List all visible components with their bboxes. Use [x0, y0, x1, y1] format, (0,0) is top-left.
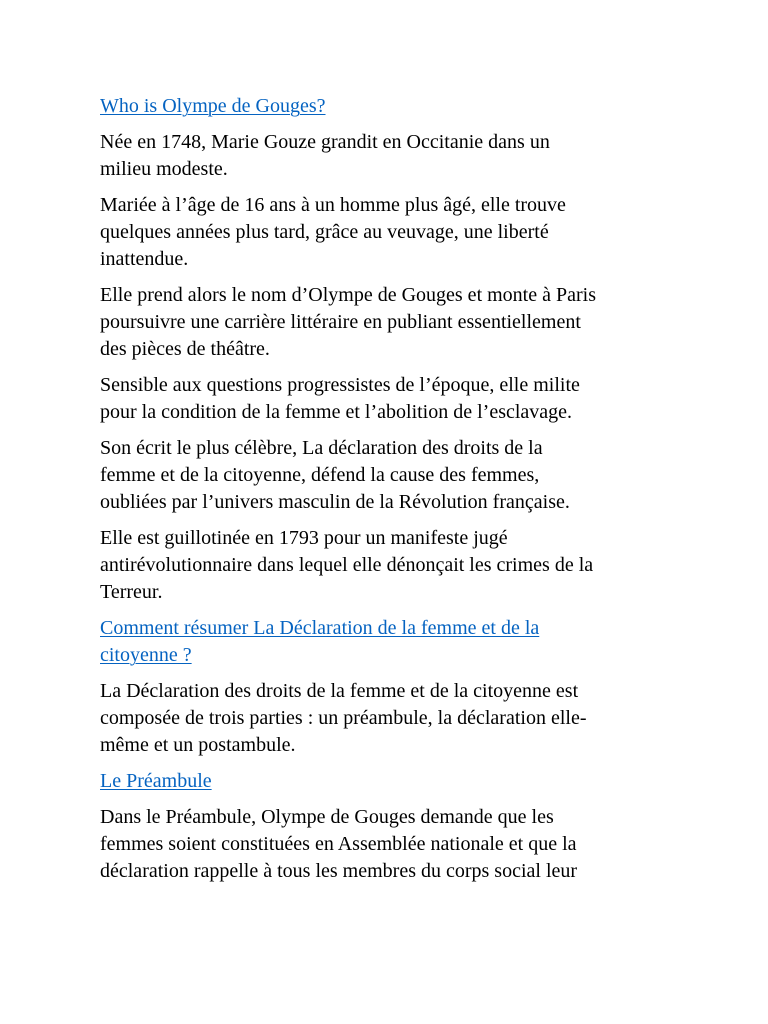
- paragraph-line: composée de trois parties : un préambule, la déclaration elle-: [100, 707, 587, 729]
- heading-who-is-olympe[interactable]: [100, 93, 675, 120]
- heading-comment-resumer[interactable]: [100, 615, 675, 669]
- paragraph-line: femmes soient constituées en Assemblée nationale et que la: [100, 833, 577, 855]
- paragraph-line: quelques années plus tard, grâce au veuvage, une liberté: [100, 221, 549, 243]
- paragraph-line: poursuivre une carrière littéraire en publiant essentiellement: [100, 311, 581, 333]
- paragraph-guillotine: [100, 525, 675, 606]
- paragraph-line: Elle est guillotinée en 1793 pour un manifeste jugé: [100, 527, 508, 549]
- heading-line: Who is Olympe de Gouges?: [100, 95, 326, 117]
- heading-le-preambule[interactable]: [100, 768, 675, 795]
- paragraph-line: inattendue.: [100, 248, 189, 270]
- paragraph-line: femme et de la citoyenne, défend la cause des femmes,: [100, 464, 540, 486]
- paragraph-line: déclaration rappelle à tous les membres du corps social leur: [100, 860, 578, 882]
- heading-line: Le Préambule: [100, 770, 212, 792]
- paragraph-three-parts: [100, 678, 675, 759]
- paragraph-paris: [100, 282, 675, 363]
- paragraph-line: oubliées par l’univers masculin de la Révolution française.: [100, 491, 570, 513]
- paragraph-line: pour la condition de la femme et l’abolition de l’esclavage.: [100, 401, 573, 423]
- paragraph-line: La Déclaration des droits de la femme et de la citoyenne est: [100, 680, 579, 702]
- paragraph-preambule: [100, 804, 675, 885]
- heading-line: Comment résumer La Déclaration de la femme et de la: [100, 617, 540, 639]
- paragraph-line: milieu modeste.: [100, 158, 228, 180]
- heading-line: citoyenne ?: [100, 644, 192, 666]
- document-page: [100, 93, 675, 894]
- paragraph-line: même et un postambule.: [100, 734, 296, 756]
- paragraph-line: des pièces de théâtre.: [100, 338, 270, 360]
- paragraph-line: Son écrit le plus célèbre, La déclaration des droits de la: [100, 437, 543, 459]
- paragraph-line: Terreur.: [100, 581, 163, 603]
- paragraph-line: Née en 1748, Marie Gouze grandit en Occitanie dans un: [100, 131, 550, 153]
- paragraph-line: Dans le Préambule, Olympe de Gouges demande que les: [100, 806, 554, 828]
- paragraph-line: Elle prend alors le nom d’Olympe de Gouges et monte à Paris: [100, 284, 596, 306]
- paragraph-marriage: [100, 192, 675, 273]
- paragraph-progressive: [100, 372, 675, 426]
- paragraph-line: antirévolutionnaire dans lequel elle dénonçait les crimes de la: [100, 554, 594, 576]
- paragraph-line: Sensible aux questions progressistes de l’époque, elle milite: [100, 374, 580, 396]
- paragraph-declaration: [100, 435, 675, 516]
- paragraph-line: Mariée à l’âge de 16 ans à un homme plus âgé, elle trouve: [100, 194, 566, 216]
- paragraph-birth: [100, 129, 675, 183]
